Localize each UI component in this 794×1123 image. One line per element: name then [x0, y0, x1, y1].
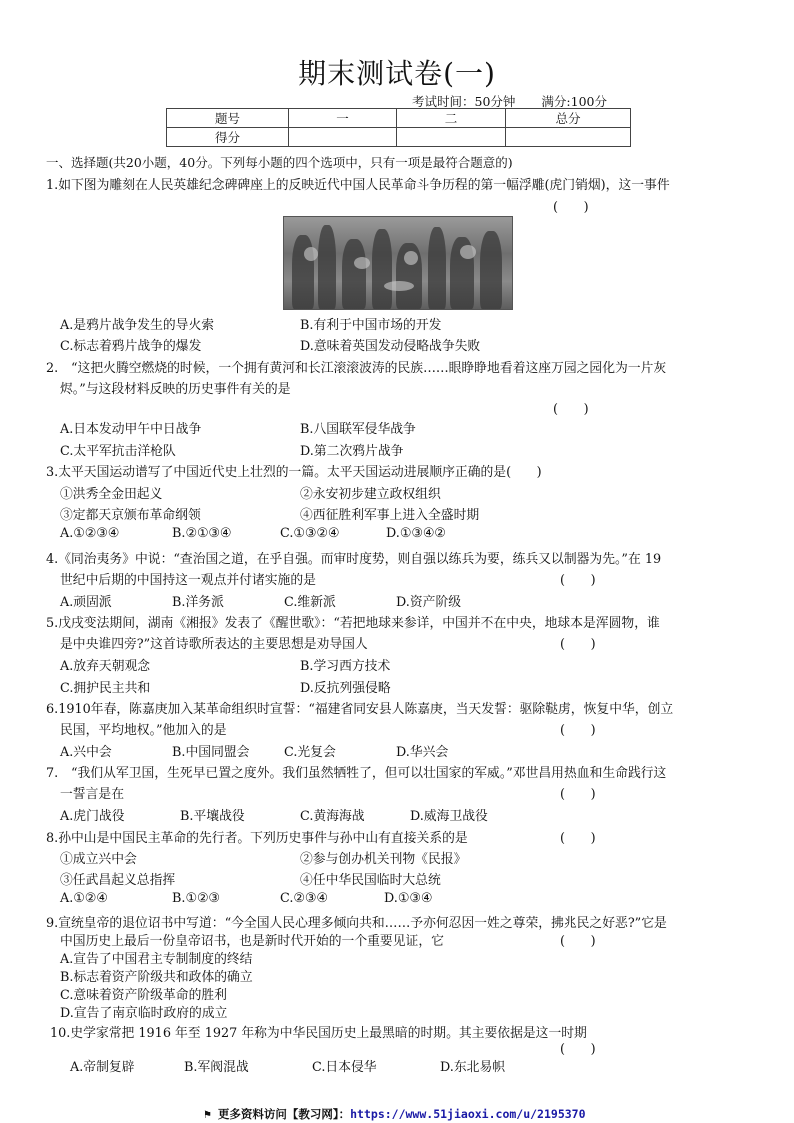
q6-option-c: C.光复会 [284, 745, 336, 760]
score-header-total: 总分 [506, 109, 631, 128]
q5-option-b: B.学习西方技术 [300, 659, 391, 674]
q4-option-d: D.资产阶级 [396, 595, 462, 610]
score-cell-part2 [397, 128, 506, 147]
q6-option-a: A.兴中会 [60, 745, 112, 760]
q3-stem: 3.太平天国运动谱写了中国近代史上壮烈的一篇。太平天国运动进展顺序正确的是( ) [46, 465, 542, 480]
q4-option-c: C.维新派 [284, 595, 336, 610]
q2-option-a: A.日本发动甲午中日战争 [60, 422, 202, 437]
q4-stem-line1: 4.《同治夷务》中说：“查治国之道，在乎自强。而审时度势，则自强以练兵为要，练兵又以制器为先。”在 19 [46, 552, 662, 567]
q9-option-b: B.标志着资产阶级共和政体的确立 [60, 970, 253, 985]
score-header-part2: 二 [397, 109, 506, 128]
q10-option-b: B.军阀混战 [184, 1060, 249, 1075]
q8-statement-4: ④任中华民国临时大总统 [300, 873, 441, 888]
q2-option-d: D.第二次鸦片战争 [300, 444, 404, 459]
q7-option-c: C.黄海海战 [300, 809, 365, 824]
q6-option-d: D.华兴会 [396, 745, 449, 760]
q8-statement-1: ①成立兴中会 [60, 852, 137, 867]
score-table-row [167, 128, 631, 147]
q8-answer-blank: ( ) [560, 831, 596, 846]
q5-answer-blank: ( ) [560, 637, 596, 652]
q1-answer-blank: ( ) [553, 200, 589, 215]
q2-stem-line2: 烬。”与这段材料反映的历史事件有关的是 [60, 382, 291, 397]
q1-option-d: D.意味着英国发动侵略战争失败 [300, 339, 481, 354]
q3-option-a: A.①②③④ [60, 526, 120, 541]
q1-option-a: A.是鸦片战争发生的导火索 [60, 318, 215, 333]
q7-option-d: D.威海卫战役 [410, 809, 488, 824]
section-heading: 一、选择题(共20小题，40分。下列每小题的四个选项中，只有一项是最符合题意的) [46, 155, 513, 170]
footer-text: 更多资料访问【教习网】： [217, 1107, 351, 1121]
exam-time: 考试时间：50分钟 [412, 94, 516, 109]
q8-statement-3: ③任武昌起义总指挥 [60, 873, 176, 888]
q5-option-c: C.拥护民主共和 [60, 681, 151, 696]
q3-option-c: C.①③②④ [280, 526, 340, 541]
q2-answer-blank: ( ) [553, 402, 589, 417]
q4-stem-line2: 世纪中后期的中国持这一观点并付诸实施的是 [60, 573, 316, 588]
footer-url[interactable]: https://www.51jiaoxi.com/u/2195370 [350, 1107, 586, 1121]
page-title: 期末测试卷(一) [298, 57, 496, 90]
q3-statement-1: ①洪秀全金田起义 [60, 487, 163, 502]
q1-option-b: B.有利于中国市场的开发 [300, 318, 442, 333]
q2-option-c: C.太平军抗击洋枪队 [60, 444, 176, 459]
q2-stem-line1: 2. “这把火腾空燃烧的时候，一个拥有黄河和长江滚滚波涛的民族……眼睁睁地看着这座万园之园化为一片灰 [46, 361, 667, 376]
relief-sculpture-image [283, 216, 513, 310]
exam-score: 满分:100分 [541, 94, 607, 109]
q9-answer-blank: ( ) [560, 934, 596, 949]
q2-option-b: B.八国联军侵华战争 [300, 422, 416, 437]
q7-option-a: A.虎门战役 [60, 809, 125, 824]
q7-option-b: B.平壤战役 [180, 809, 245, 824]
q8-option-a: A.①②④ [60, 891, 108, 906]
q3-statement-2: ②永安初步建立政权组织 [300, 487, 441, 502]
q1-option-c: C.标志着鸦片战争的爆发 [60, 339, 202, 354]
q7-answer-blank: ( ) [560, 787, 596, 802]
score-header-part1: 一 [289, 109, 397, 128]
q4-answer-blank: ( ) [560, 573, 596, 588]
q8-option-c: C.②③④ [280, 891, 328, 906]
flag-icon: ⚑ [204, 1107, 211, 1121]
q7-stem-line2: 一誓言是在 [60, 787, 124, 802]
score-table-header-row [167, 109, 631, 128]
score-table [166, 108, 631, 147]
q6-stem-line2: 民国，平均地权。”他加入的是 [60, 723, 227, 738]
q3-option-b: B.②①③④ [172, 526, 232, 541]
q5-stem-line1: 5.戊戌变法期间，湖南《湘报》发表了《醒世歌》：“若把地球来参详，中国并不在中央，地球本是浑圆物，谁 [46, 616, 660, 631]
q4-option-a: A.顽固派 [60, 595, 112, 610]
q9-option-c: C.意味着资产阶级革命的胜利 [60, 988, 227, 1003]
score-cell-part1 [289, 128, 397, 147]
q10-answer-blank: ( ) [560, 1042, 596, 1057]
q8-option-d: D.①③④ [384, 891, 433, 906]
q10-option-a: A.帝制复辟 [70, 1060, 135, 1075]
q6-option-b: B.中国同盟会 [172, 745, 250, 760]
q9-option-d: D.宣告了南京临时政府的成立 [60, 1006, 228, 1021]
q6-answer-blank: ( ) [560, 723, 596, 738]
footer-link[interactable] [204, 1106, 586, 1122]
q3-statement-4: ④西征胜利军事上进入全盛时期 [300, 508, 480, 523]
q9-option-a: A.宣告了中国君主专制制度的终结 [60, 952, 253, 967]
q9-stem-line1: 9.宣统皇帝的退位诏书中写道：“今全国人民心理多倾向共和……予亦何忍因一姓之尊荣，拂兆民之好恶?”它是 [46, 916, 667, 931]
q7-stem-line1: 7. “我们从军卫国，生死早已置之度外。我们虽然牺牲了，但可以壮国家的军威。”邓世昌用热血和生命践行这 [46, 766, 667, 781]
q4-option-b: B.洋务派 [172, 595, 224, 610]
q1-stem: 1.如下图为雕刻在人民英雄纪念碑碑座上的反映近代中国人民革命斗争历程的第一幅浮雕(虎门销烟)，这一事件 [46, 178, 670, 193]
q8-option-b: B.①②③ [172, 891, 220, 906]
q8-stem: 8.孙中山是中国民主革命的先行者。下列历史事件与孙中山有直接关系的是 [46, 831, 468, 846]
q10-option-d: D.东北易帜 [440, 1060, 506, 1075]
q9-stem-line2: 中国历史上最后一份皇帝诏书，也是新时代开始的一个重要见证，它 [60, 934, 444, 949]
score-header-label: 题号 [167, 109, 289, 128]
q3-option-d: D.①③④② [386, 526, 446, 541]
q5-stem-line2: 是中央谁四旁?”这首诗歌所表达的主要思想是劝导国人 [60, 637, 368, 652]
q3-statement-3: ③定都天京颁布革命纲领 [60, 508, 201, 523]
q8-statement-2: ②参与创办机关刊物《民报》 [300, 852, 467, 867]
q6-stem-line1: 6.1910年春，陈嘉庚加入某革命组织时宣誓：“福建省同安县人陈嘉庚，当天发誓：驱除鞑虏，恢复中华，创立 [46, 702, 674, 717]
q10-option-c: C.日本侵华 [312, 1060, 377, 1075]
score-cell-total [506, 128, 631, 147]
score-row-label: 得分 [167, 128, 289, 147]
q5-option-a: A.放弃天朝观念 [60, 659, 151, 674]
q10-stem: 10.史学家常把 1916 年至 1927 年称为中华民国历史上最黑暗的时期。其主要依据是这一时期 [50, 1026, 587, 1041]
q5-option-d: D.反抗列强侵略 [300, 681, 391, 696]
